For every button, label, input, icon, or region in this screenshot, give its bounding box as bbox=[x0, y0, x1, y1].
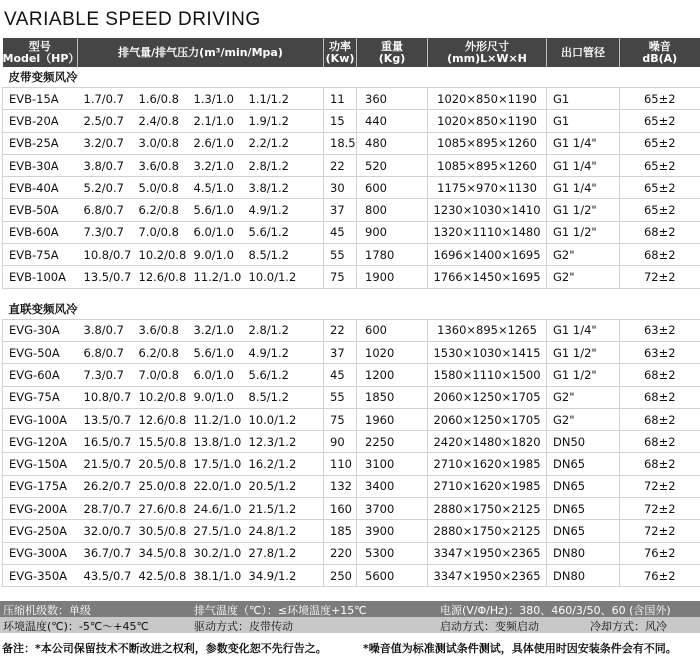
cell-outlet: G2" bbox=[547, 244, 620, 266]
cell-power: 45 bbox=[324, 364, 357, 386]
cell-flow-10: 9.0/1.0 bbox=[188, 386, 243, 408]
cell-flow-10: 2.1/1.0 bbox=[188, 110, 243, 132]
cell-model: EVG-200A bbox=[3, 498, 78, 520]
header-noise: 噪音 dB(A) bbox=[620, 38, 700, 67]
cell-model: EVB-40A bbox=[3, 177, 78, 199]
cell-flow-10: 5.6/1.0 bbox=[188, 341, 243, 363]
footer-row-1 bbox=[0, 601, 700, 617]
note-noise: *噪音值为标准测试条件测试，具体使用时因安装条件会有不同。 bbox=[363, 642, 677, 655]
table-row bbox=[3, 199, 700, 221]
cell-model: EVG-120A bbox=[3, 431, 78, 453]
cell-flow-07: 3.2/0.7 bbox=[78, 132, 133, 154]
cell-power: 110 bbox=[324, 453, 357, 475]
cell-power: 45 bbox=[324, 221, 357, 243]
cell-weight: 1850 bbox=[357, 386, 428, 408]
cell-power: 90 bbox=[324, 431, 357, 453]
cell-dimensions: 1360×895×1265 bbox=[428, 319, 547, 341]
cell-flow-10: 4.5/1.0 bbox=[188, 177, 243, 199]
cell-noise: 68±2 bbox=[620, 431, 700, 453]
cell-flow-07: 7.3/0.7 bbox=[78, 221, 133, 243]
cell-flow-12: 5.6/1.2 bbox=[243, 364, 324, 386]
cell-model: EVB-50A bbox=[3, 199, 78, 221]
cell-flow-10: 6.0/1.0 bbox=[188, 364, 243, 386]
section-title-row bbox=[3, 67, 700, 88]
cell-weight: 5300 bbox=[357, 542, 428, 564]
cell-flow-12: 16.2/1.2 bbox=[243, 453, 324, 475]
cell-noise: 68±2 bbox=[620, 408, 700, 430]
cell-flow-12: 4.9/1.2 bbox=[243, 199, 324, 221]
cell-weight: 900 bbox=[357, 221, 428, 243]
table-row bbox=[3, 88, 700, 110]
cell-flow-08: 10.2/0.8 bbox=[133, 386, 188, 408]
cell-dimensions: 3347×1950×2365 bbox=[428, 542, 547, 564]
footer-cooling: 冷却方式：风冷 bbox=[590, 620, 667, 633]
cell-power: 220 bbox=[324, 542, 357, 564]
cell-noise: 72±2 bbox=[620, 520, 700, 542]
table-row bbox=[3, 498, 700, 520]
cell-flow-08: 7.0/0.8 bbox=[133, 221, 188, 243]
cell-outlet: DN65 bbox=[547, 453, 620, 475]
table-row bbox=[3, 564, 700, 586]
cell-noise: 76±2 bbox=[620, 542, 700, 564]
cell-flow-12: 10.0/1.2 bbox=[243, 266, 324, 288]
footer-power-supply: 电源(V/Φ/Hz)：380、460/3/50、60 (含国外) bbox=[440, 604, 671, 617]
cell-outlet: G2" bbox=[547, 386, 620, 408]
cell-outlet: DN65 bbox=[547, 498, 620, 520]
cell-flow-07: 26.2/0.7 bbox=[78, 475, 133, 497]
cell-outlet: G2" bbox=[547, 408, 620, 430]
spec-table bbox=[2, 38, 700, 587]
cell-flow-07: 21.5/0.7 bbox=[78, 453, 133, 475]
cell-model: EVG-30A bbox=[3, 319, 78, 341]
cell-weight: 800 bbox=[357, 199, 428, 221]
cell-model: EVG-60A bbox=[3, 364, 78, 386]
cell-flow-12: 8.5/1.2 bbox=[243, 244, 324, 266]
table-row bbox=[3, 431, 700, 453]
cell-outlet: G1 bbox=[547, 88, 620, 110]
cell-flow-07: 5.2/0.7 bbox=[78, 177, 133, 199]
table-row bbox=[3, 244, 700, 266]
cell-weight: 360 bbox=[357, 88, 428, 110]
header-outlet: 出口管径 bbox=[547, 38, 620, 67]
cell-power: 37 bbox=[324, 199, 357, 221]
cell-noise: 65±2 bbox=[620, 132, 700, 154]
cell-flow-07: 6.8/0.7 bbox=[78, 199, 133, 221]
cell-dimensions: 1020×850×1190 bbox=[428, 110, 547, 132]
note-rights: 备注：*本公司保留技术不断改进之权利，参数变化恕不先行告之。 bbox=[2, 642, 327, 655]
cell-flow-08: 7.0/0.8 bbox=[133, 364, 188, 386]
cell-flow-12: 21.5/1.2 bbox=[243, 498, 324, 520]
cell-weight: 1780 bbox=[357, 244, 428, 266]
cell-outlet: DN50 bbox=[547, 431, 620, 453]
section-title: 皮带变频风冷 bbox=[3, 67, 700, 88]
cell-flow-07: 10.8/0.7 bbox=[78, 386, 133, 408]
cell-outlet: G1 1/4" bbox=[547, 319, 620, 341]
cell-noise: 65±2 bbox=[620, 177, 700, 199]
cell-flow-08: 10.2/0.8 bbox=[133, 244, 188, 266]
cell-flow-12: 24.8/1.2 bbox=[243, 520, 324, 542]
table-row bbox=[3, 266, 700, 288]
cell-power: 30 bbox=[324, 177, 357, 199]
cell-dimensions: 2420×1480×1820 bbox=[428, 431, 547, 453]
cell-dimensions: 1580×1110×1500 bbox=[428, 364, 547, 386]
cell-dimensions: 2060×1250×1705 bbox=[428, 386, 547, 408]
table-row bbox=[3, 110, 700, 132]
cell-outlet: DN65 bbox=[547, 475, 620, 497]
table-row bbox=[3, 453, 700, 475]
cell-flow-08: 34.5/0.8 bbox=[133, 542, 188, 564]
cell-flow-08: 6.2/0.8 bbox=[133, 341, 188, 363]
cell-noise: 72±2 bbox=[620, 475, 700, 497]
section-title-row bbox=[3, 299, 700, 320]
cell-model: EVB-30A bbox=[3, 154, 78, 176]
cell-flow-08: 12.6/0.8 bbox=[133, 266, 188, 288]
cell-model: EVG-350A bbox=[3, 564, 78, 586]
cell-outlet: DN65 bbox=[547, 520, 620, 542]
cell-dimensions: 1085×895×1260 bbox=[428, 154, 547, 176]
cell-flow-08: 30.5/0.8 bbox=[133, 520, 188, 542]
cell-noise: 72±2 bbox=[620, 498, 700, 520]
table-row bbox=[3, 177, 700, 199]
cell-noise: 68±2 bbox=[620, 364, 700, 386]
cell-flow-10: 3.2/1.0 bbox=[188, 319, 243, 341]
cell-weight: 440 bbox=[357, 110, 428, 132]
cell-flow-10: 24.6/1.0 bbox=[188, 498, 243, 520]
cell-flow-12: 10.0/1.2 bbox=[243, 408, 324, 430]
cell-outlet: G1 1/4" bbox=[547, 177, 620, 199]
cell-flow-07: 3.8/0.7 bbox=[78, 319, 133, 341]
cell-power: 185 bbox=[324, 520, 357, 542]
cell-dimensions: 3347×1950×2365 bbox=[428, 564, 547, 586]
table-row bbox=[3, 520, 700, 542]
cell-power: 22 bbox=[324, 319, 357, 341]
page-title: VARIABLE SPEED DRIVING bbox=[4, 9, 261, 30]
table-row bbox=[3, 341, 700, 363]
cell-noise: 72±2 bbox=[620, 266, 700, 288]
table-row bbox=[3, 386, 700, 408]
cell-model: EVG-150A bbox=[3, 453, 78, 475]
cell-weight: 5600 bbox=[357, 564, 428, 586]
cell-flow-08: 5.0/0.8 bbox=[133, 177, 188, 199]
cell-model: EVG-250A bbox=[3, 520, 78, 542]
cell-power: 22 bbox=[324, 154, 357, 176]
cell-flow-10: 9.0/1.0 bbox=[188, 244, 243, 266]
cell-flow-08: 25.0/0.8 bbox=[133, 475, 188, 497]
cell-noise: 63±2 bbox=[620, 341, 700, 363]
cell-weight: 480 bbox=[357, 132, 428, 154]
cell-flow-12: 1.1/1.2 bbox=[243, 88, 324, 110]
cell-power: 160 bbox=[324, 498, 357, 520]
cell-flow-12: 1.9/1.2 bbox=[243, 110, 324, 132]
cell-outlet: DN80 bbox=[547, 542, 620, 564]
cell-weight: 1900 bbox=[357, 266, 428, 288]
cell-model: EVG-50A bbox=[3, 341, 78, 363]
cell-flow-08: 20.5/0.8 bbox=[133, 453, 188, 475]
cell-flow-10: 6.0/1.0 bbox=[188, 221, 243, 243]
cell-flow-07: 28.7/0.7 bbox=[78, 498, 133, 520]
cell-flow-08: 1.6/0.8 bbox=[133, 88, 188, 110]
cell-flow-07: 13.5/0.7 bbox=[78, 266, 133, 288]
footer-stage: 压缩机级数：单级 bbox=[3, 604, 91, 617]
cell-noise: 68±2 bbox=[620, 453, 700, 475]
cell-dimensions: 1175×970×1130 bbox=[428, 177, 547, 199]
cell-outlet: G1 1/2" bbox=[547, 341, 620, 363]
cell-flow-08: 2.4/0.8 bbox=[133, 110, 188, 132]
cell-noise: 65±2 bbox=[620, 154, 700, 176]
cell-outlet: G1 bbox=[547, 110, 620, 132]
table-row bbox=[3, 221, 700, 243]
table-row bbox=[3, 154, 700, 176]
cell-flow-12: 20.5/1.2 bbox=[243, 475, 324, 497]
cell-power: 250 bbox=[324, 564, 357, 586]
cell-power: 75 bbox=[324, 408, 357, 430]
cell-dimensions: 1230×1030×1410 bbox=[428, 199, 547, 221]
cell-outlet: G1 1/2" bbox=[547, 364, 620, 386]
header-model: 型号 Model（HP） bbox=[3, 38, 78, 67]
cell-outlet: G1 1/4" bbox=[547, 154, 620, 176]
cell-flow-07: 36.7/0.7 bbox=[78, 542, 133, 564]
cell-noise: 76±2 bbox=[620, 564, 700, 586]
cell-model: EVG-300A bbox=[3, 542, 78, 564]
cell-flow-12: 2.8/1.2 bbox=[243, 154, 324, 176]
cell-power: 15 bbox=[324, 110, 357, 132]
cell-power: 18.5 bbox=[324, 132, 357, 154]
cell-flow-10: 17.5/1.0 bbox=[188, 453, 243, 475]
cell-flow-12: 8.5/1.2 bbox=[243, 386, 324, 408]
cell-flow-07: 2.5/0.7 bbox=[78, 110, 133, 132]
cell-dimensions: 1085×895×1260 bbox=[428, 132, 547, 154]
cell-flow-10: 27.5/1.0 bbox=[188, 520, 243, 542]
footer-ambient: 环境温度(℃)：-5℃～+45℃ bbox=[3, 620, 149, 633]
footer-drive: 驱动方式：皮带传动 bbox=[194, 620, 293, 633]
cell-noise: 65±2 bbox=[620, 199, 700, 221]
cell-dimensions: 1320×1110×1480 bbox=[428, 221, 547, 243]
cell-weight: 1960 bbox=[357, 408, 428, 430]
table-row bbox=[3, 364, 700, 386]
cell-flow-12: 27.8/1.2 bbox=[243, 542, 324, 564]
cell-model: EVG-100A bbox=[3, 408, 78, 430]
cell-weight: 600 bbox=[357, 177, 428, 199]
cell-flow-12: 4.9/1.2 bbox=[243, 341, 324, 363]
cell-flow-10: 5.6/1.0 bbox=[188, 199, 243, 221]
cell-outlet: DN80 bbox=[547, 564, 620, 586]
table-row bbox=[3, 542, 700, 564]
cell-flow-10: 1.3/1.0 bbox=[188, 88, 243, 110]
section-title: 直联变频风冷 bbox=[3, 299, 700, 320]
cell-flow-08: 12.6/0.8 bbox=[133, 408, 188, 430]
cell-flow-07: 3.8/0.7 bbox=[78, 154, 133, 176]
cell-dimensions: 2880×1750×2125 bbox=[428, 520, 547, 542]
header-dimensions: 外形尺寸 (mm)L×W×H bbox=[428, 38, 547, 67]
cell-model: EVB-15A bbox=[3, 88, 78, 110]
cell-noise: 68±2 bbox=[620, 386, 700, 408]
cell-weight: 1020 bbox=[357, 341, 428, 363]
cell-flow-10: 3.2/1.0 bbox=[188, 154, 243, 176]
cell-flow-07: 7.3/0.7 bbox=[78, 364, 133, 386]
cell-model: EVB-75A bbox=[3, 244, 78, 266]
cell-flow-08: 42.5/0.8 bbox=[133, 564, 188, 586]
cell-flow-08: 3.6/0.8 bbox=[133, 154, 188, 176]
cell-power: 75 bbox=[324, 266, 357, 288]
cell-outlet: G2" bbox=[547, 266, 620, 288]
cell-noise: 65±2 bbox=[620, 110, 700, 132]
cell-dimensions: 2060×1250×1705 bbox=[428, 408, 547, 430]
cell-flow-07: 13.5/0.7 bbox=[78, 408, 133, 430]
cell-flow-07: 1.7/0.7 bbox=[78, 88, 133, 110]
table-row bbox=[3, 408, 700, 430]
cell-noise: 63±2 bbox=[620, 319, 700, 341]
cell-flow-12: 2.8/1.2 bbox=[243, 319, 324, 341]
cell-flow-10: 38.1/1.0 bbox=[188, 564, 243, 586]
table-row bbox=[3, 132, 700, 154]
cell-flow-12: 2.2/1.2 bbox=[243, 132, 324, 154]
header-weight: 重量 (Kg) bbox=[357, 38, 428, 67]
cell-weight: 1200 bbox=[357, 364, 428, 386]
cell-outlet: G1 1/2" bbox=[547, 221, 620, 243]
cell-flow-12: 12.3/1.2 bbox=[243, 431, 324, 453]
cell-dimensions: 2710×1620×1985 bbox=[428, 453, 547, 475]
cell-flow-10: 22.0/1.0 bbox=[188, 475, 243, 497]
cell-weight: 3400 bbox=[357, 475, 428, 497]
cell-dimensions: 1020×850×1190 bbox=[428, 88, 547, 110]
table-row bbox=[3, 319, 700, 341]
cell-flow-07: 43.5/0.7 bbox=[78, 564, 133, 586]
header-power: 功率 (Kw) bbox=[324, 38, 357, 67]
cell-flow-12: 34.9/1.2 bbox=[243, 564, 324, 586]
cell-flow-08: 27.6/0.8 bbox=[133, 498, 188, 520]
cell-weight: 3100 bbox=[357, 453, 428, 475]
table-row bbox=[3, 475, 700, 497]
cell-power: 132 bbox=[324, 475, 357, 497]
cell-weight: 600 bbox=[357, 319, 428, 341]
cell-flow-10: 2.6/1.0 bbox=[188, 132, 243, 154]
cell-dimensions: 1696×1400×1695 bbox=[428, 244, 547, 266]
cell-weight: 2250 bbox=[357, 431, 428, 453]
cell-noise: 68±2 bbox=[620, 244, 700, 266]
cell-power: 37 bbox=[324, 341, 357, 363]
table-header-row bbox=[3, 38, 700, 67]
cell-dimensions: 1766×1450×1695 bbox=[428, 266, 547, 288]
cell-flow-07: 10.8/0.7 bbox=[78, 244, 133, 266]
footer-row-2 bbox=[0, 617, 700, 633]
cell-outlet: G1 1/4" bbox=[547, 132, 620, 154]
cell-flow-12: 5.6/1.2 bbox=[243, 221, 324, 243]
cell-model: EVB-60A bbox=[3, 221, 78, 243]
cell-flow-08: 6.2/0.8 bbox=[133, 199, 188, 221]
footer-exhaust-temp: 排气温度（℃）：≤环境温度+15℃ bbox=[194, 604, 367, 617]
header-flow: 排气量/排气压力(m³/min/Mpa) bbox=[78, 38, 324, 67]
cell-flow-07: 16.5/0.7 bbox=[78, 431, 133, 453]
cell-noise: 68±2 bbox=[620, 221, 700, 243]
cell-flow-10: 13.8/1.0 bbox=[188, 431, 243, 453]
cell-model: EVG-75A bbox=[3, 386, 78, 408]
cell-flow-08: 3.0/0.8 bbox=[133, 132, 188, 154]
cell-flow-07: 6.8/0.7 bbox=[78, 341, 133, 363]
cell-dimensions: 2880×1750×2125 bbox=[428, 498, 547, 520]
footer-start: 启动方式：变频启动 bbox=[440, 620, 539, 633]
cell-power: 55 bbox=[324, 386, 357, 408]
cell-weight: 3900 bbox=[357, 520, 428, 542]
cell-flow-10: 11.2/1.0 bbox=[188, 408, 243, 430]
cell-dimensions: 2710×1620×1985 bbox=[428, 475, 547, 497]
cell-model: EVB-25A bbox=[3, 132, 78, 154]
cell-dimensions: 1530×1030×1415 bbox=[428, 341, 547, 363]
cell-model: EVB-100A bbox=[3, 266, 78, 288]
cell-flow-08: 15.5/0.8 bbox=[133, 431, 188, 453]
section-spacer bbox=[3, 288, 700, 299]
cell-noise: 65±2 bbox=[620, 88, 700, 110]
cell-power: 11 bbox=[324, 88, 357, 110]
cell-model: EVG-175A bbox=[3, 475, 78, 497]
cell-power: 55 bbox=[324, 244, 357, 266]
cell-model: EVB-20A bbox=[3, 110, 78, 132]
cell-weight: 3700 bbox=[357, 498, 428, 520]
cell-flow-12: 3.8/1.2 bbox=[243, 177, 324, 199]
cell-weight: 520 bbox=[357, 154, 428, 176]
cell-flow-08: 3.6/0.8 bbox=[133, 319, 188, 341]
cell-flow-07: 32.0/0.7 bbox=[78, 520, 133, 542]
cell-outlet: G1 1/2" bbox=[547, 199, 620, 221]
cell-flow-10: 11.2/1.0 bbox=[188, 266, 243, 288]
cell-flow-10: 30.2/1.0 bbox=[188, 542, 243, 564]
